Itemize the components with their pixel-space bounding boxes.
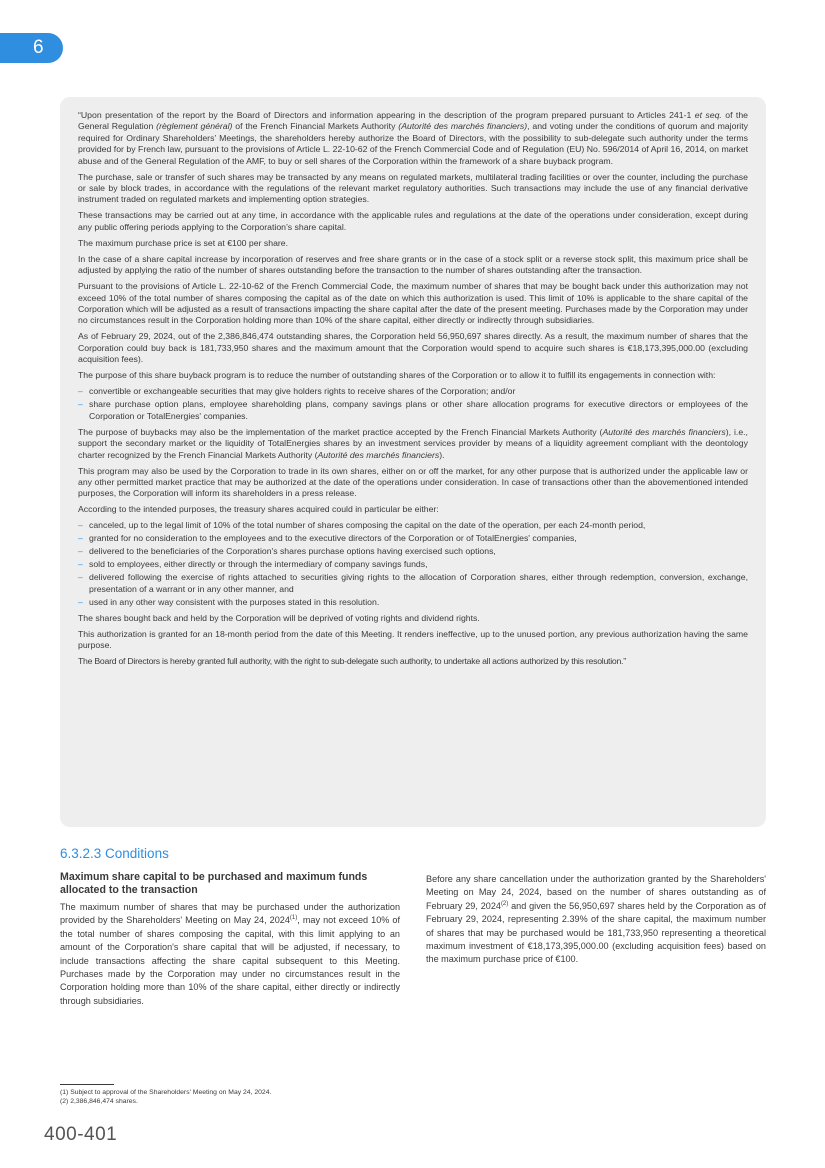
list-item: – delivered following the exercise of rights attached to securities giving rights to the allocation of Corporation shares, either through redemption, conversion, exchange, presentation of a warrant or in any other manner, and (78, 572, 748, 594)
treasury-shares-uses-list (78, 520, 748, 608)
conditions-right-column (426, 873, 766, 967)
list-item: – canceled, up to the legal limit of 10% of the total number of shares composing the capital on the date of the operation, per each 24-month period, (78, 520, 646, 531)
list-item: – convertible or exchangeable securities that may give holders rights to receive shares of the Corporation; and/or (78, 386, 516, 397)
right-column-text: Before any share cancellation under the authorization granted by the Shareholders' Meeting on May 24, 2024, based on the number of shares outstanding as of February 29, 2024$^{(2)}$ and given the 56,950,697 shares held by the Corporation as of February 29, 2024, representing 2.39% of the share capital, the maximum number of shares that may be purchased would be 181,733,950 representing a theoretical maximum investment of €18,173,395,000.00 (excluding acquisition fees) based on the maximum purchase price of €100. (426, 874, 766, 965)
chapter-tab (0, 33, 63, 63)
resolution-paragraph-12: The shares bought back and held by the Corporation will be deprived of voting rights and dividend rights. (78, 612, 480, 623)
page-number: 400-401 (44, 1124, 118, 1145)
list-item: – delivered to the beneficiaries of the Corporation's shares purchase options having exercised such options, (78, 546, 496, 557)
resolution-paragraph-1: “Upon presentation of the report by the Board of Directors and information appearing in the description of the program prepared pursuant to Articles 241-1 et seq. of the General Regulation (règlement général) of the French Financial Markets Authority (Autorité des marchés financiers), and voting under the conditions of quorum and majority required for Ordinary Shareholders’ Meetings, the shareholders hereby authorize the Board of Directors, with the possibility to sub-delegate such authority under the terms provided for by French law, pursuant to the provisions of Article L. 22-10-62 of the French Commercial Code and of Regulation (EU) No. 596/2014 of April 16, 2014, on market abuse and of the General Regulation of the AMF, to buy or sell shares of the Corporation within the framework of a share buyback program. (78, 110, 748, 166)
resolution-paragraph-7: As of February 29, 2024, out of the 2,386,846,474 outstanding shares, the Corporation held 56,950,697 shares directly. As a result, the maximum number of shares that the Corporation could buy back is 181,733,950 shares and the maximum amount that the Corporation would spend to acquire such shares is €18,173,395,000.00 (excluding acquisition fees). (78, 331, 748, 365)
resolution-paragraph-8: The purpose of this share buyback program is to reduce the number of outstanding shares of the Corporation or to allow it to fulfill its engagements in connection with: (78, 370, 716, 381)
footnote-1: (1) Subject to approval of the Shareholders' Meeting on May 24, 2024. (60, 1089, 272, 1096)
resolution-paragraph-2: The purchase, sale or transfer of such shares may be transacted by any means on regulated markets, multilateral trading facilities or over the counter, including the purchase or sale by block trades, in accordance with the regulations of the relevant market regulatory authorities. Such transactions may include the use of any financial derivative instrument traded on regulated markets and implementing option strategies. (78, 171, 748, 205)
conditions-left-column (60, 871, 400, 1008)
resolution-paragraph-14: The Board of Directors is hereby granted full authority, with the right to sub-delegate such authority, to undertake all actions authorized by this resolution.” (78, 656, 626, 667)
resolution-paragraph-10: This program may also be used by the Corporation to trade in its own shares, either on or off the market, for any other purpose that is authorized under the applicable law or any other permitted market practice that may be authorized at the date of the operations under consideration. In case of transactions other than the abovementioned intended purposes, the Corporation will inform its shareholders in a press release. (78, 465, 748, 499)
section-title: 6.3.2.3 Conditions (60, 846, 169, 861)
chapter-number: 6 (33, 37, 44, 58)
list-item: – sold to employees, either directly or through the intermediary of company savings funds, (78, 559, 428, 570)
footnote-ref-2: (2) (500, 900, 509, 907)
list-item: – used in any other way consistent with the purposes stated in this resolution. (78, 596, 380, 607)
footnote-ref-1: (1) (289, 915, 298, 922)
footnote-divider (60, 1084, 114, 1085)
resolution-paragraph-9: The purpose of buybacks may also be the implementation of the market practice accepted by the French Financial Markets Authority (Autorité des marchés financiers), i.e., support the secondary market or the liquidity of TotalEnergies shares by an investment services provider by means of a liquidity agreement compliant with the deontology charter recognized by the French Financial Markets Authority (Autorité des marchés financiers). (78, 426, 748, 460)
resolution-paragraph-5: In the case of a share capital increase by incorporation of reserves and free share grants or in the case of a stock split or a reverse stock split, this maximum price shall be adjusted by applying the ratio of the number of shares outstanding before the transaction to the number of shares outstanding after the transaction. (78, 253, 748, 276)
footnote-2: (2) 2,386,846,474 shares. (60, 1097, 138, 1105)
resolution-paragraph-13: This authorization is granted for an 18-month period from the date of this Meeting. It renders ineffective, up to the unused portion, any previous authorization having the same purpose. (78, 628, 748, 651)
subheading: Maximum share capital to be purchased and maximum funds allocated to the transaction (60, 871, 368, 896)
list-item: – granted for no consideration to the employees and to the executive directors of the Corporation or of TotalEnergies' companies, (78, 533, 577, 544)
left-column-text: The maximum number of shares that may be purchased under the authorization provided by the Shareholders' Meeting on May 24, 2024$^{(1)}$, may not exceed 10% of the total number of shares composing the capital, with this limit applying to an amount of the Corporation's share capital that will be adjusted, if necessary, to include transactions affecting the share capital subsequent to this Meeting. Purchases made by the Corporation may under no circumstances result in the Corporation holding more than 10% of the share capital, either directly or indirectly through subsidiaries. (60, 902, 400, 1006)
footnotes (60, 1089, 271, 1106)
resolution-text-box (60, 97, 766, 827)
list-item: – share purchase option plans, employee shareholding plans, company savings plans or other share allocation programs for executive directors or employees of the Corporation or TotalEnergies' companies. (78, 399, 748, 421)
resolution-paragraph-4: The maximum purchase price is set at €100 per share. (78, 237, 289, 248)
resolution-paragraph-11: According to the intended purposes, the treasury shares acquired could in particular be either: (78, 504, 439, 515)
engagements-list (78, 386, 748, 422)
resolution-paragraph-6: Pursuant to the provisions of Article L. 22-10-62 of the French Commercial Code, the maximum number of shares that may be bought back under this authorization may not exceed 10% of the total number of shares composing the capital as of the date on which this authorization is used. This limit of 10% is applicable to the share capital of the Corporation which will be adjusted as a result of transactions impacting the share capital after the date of the present meeting. Purchases made by the Corporation may under no circumstances result in the Corporation holding more than 10% of the share capital, either directly or indirectly through subsidiaries. (78, 281, 748, 326)
resolution-paragraph-3: These transactions may be carried out at any time, in accordance with the applicable rules and regulations at the date of the operations under consideration, except during any public offering periods applying to the Corporation’s share capital. (78, 210, 748, 232)
